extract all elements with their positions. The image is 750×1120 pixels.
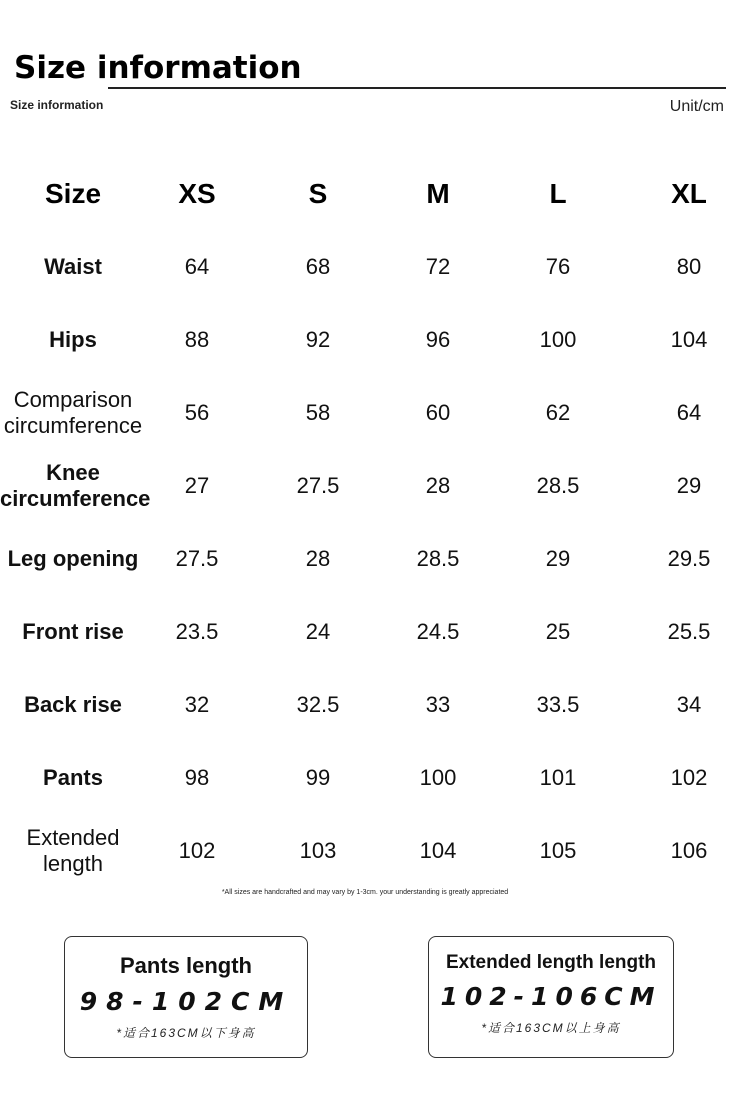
table-row-hips (0, 303, 750, 376)
table-cell: 92 (305, 326, 331, 352)
row-label: Back rise (24, 691, 122, 717)
row-label: Hips (49, 326, 97, 352)
table-cell: 68 (305, 253, 331, 279)
card-note: *适合163CM以下身高 (116, 1026, 256, 1040)
table-row-front-rise (0, 595, 750, 668)
table-cell: 28.5 (536, 472, 580, 498)
card-range: 98-102CM (79, 987, 293, 1016)
table-cell: 96 (425, 326, 451, 352)
table-cell: 29.5 (667, 545, 711, 571)
table-cell: 33.5 (536, 691, 580, 717)
table-cell: 106 (670, 837, 708, 863)
table-cell: 64 (676, 399, 702, 425)
table-row-comparison-circumference (0, 376, 750, 449)
table-cell: 102 (670, 764, 708, 790)
table-cell: 33 (425, 691, 451, 717)
table-cell: 27.5 (175, 545, 219, 571)
row-label: Waist (44, 253, 102, 279)
table-cell: 29 (545, 545, 571, 571)
row-label: Front rise (22, 618, 124, 644)
table-row-leg-opening (0, 522, 750, 595)
table-cell: 29 (676, 472, 702, 498)
unit-label: Unit/cm (669, 98, 724, 115)
card-note: *适合163CM以上身高 (481, 1021, 621, 1035)
table-cell: 62 (545, 399, 571, 425)
table-cell: 104 (670, 326, 708, 352)
table-cell: 101 (539, 764, 577, 790)
header-l: L (549, 177, 567, 209)
table-cell: 58 (305, 399, 331, 425)
table-cell: 98 (184, 764, 210, 790)
table-cell: 72 (425, 253, 451, 279)
table-row-waist (0, 230, 750, 303)
table-cell: 99 (305, 764, 331, 790)
row-label: Pants (43, 764, 103, 790)
table-cell: 34 (676, 691, 702, 717)
table-cell: 76 (545, 253, 571, 279)
handcrafted-note: *All sizes are handcrafted and may vary by 1-3cm. your understanding is greatly appreciated (221, 889, 509, 896)
table-cell: 103 (299, 837, 337, 863)
row-label: Leg opening (7, 545, 139, 571)
header-xs: XS (178, 177, 216, 209)
table-cell: 24.5 (416, 618, 460, 644)
table-cell: 28.5 (416, 545, 460, 571)
table-cell: 88 (184, 326, 210, 352)
row-label: Knee circumference (0, 459, 151, 511)
header-s: S (308, 177, 328, 209)
table-cell: 56 (184, 399, 210, 425)
table-row-knee-circumference (0, 449, 750, 522)
table-cell: 64 (184, 253, 210, 279)
header-m: M (426, 177, 450, 209)
table-cell: 100 (419, 764, 457, 790)
table-cell: 27.5 (296, 472, 340, 498)
table-row-extended-length (0, 814, 750, 887)
extended-length-card (428, 936, 674, 1058)
table-cell: 25.5 (667, 618, 711, 644)
table-cell: 60 (425, 399, 451, 425)
row-label: Comparison circumference (3, 386, 143, 438)
subtitle: Size information (10, 98, 104, 112)
table-cell: 32 (184, 691, 210, 717)
table-cell: 104 (419, 837, 457, 863)
page-title: Size information (14, 50, 302, 86)
table-cell: 80 (676, 253, 702, 279)
table-cell: 28 (425, 472, 451, 498)
table-cell: 24 (305, 618, 331, 644)
title-divider (108, 87, 726, 89)
row-label: Extended length (26, 824, 120, 876)
table-cell: 23.5 (175, 618, 219, 644)
table-cell: 32.5 (296, 691, 340, 717)
size-table (0, 157, 750, 887)
table-row-pants (0, 741, 750, 814)
table-cell: 105 (539, 837, 577, 863)
table-cell: 100 (539, 326, 577, 352)
header-size: Size (44, 177, 102, 209)
pants-length-card (64, 936, 308, 1058)
table-row-back-rise (0, 668, 750, 741)
table-header-row (0, 157, 750, 230)
card-title: Pants length (119, 953, 252, 978)
table-cell: 25 (545, 618, 571, 644)
table-cell: 27 (184, 472, 210, 498)
table-cell: 28 (305, 545, 331, 571)
card-range: 102-106CM (440, 982, 662, 1011)
table-cell: 102 (178, 837, 216, 863)
header-xl: XL (671, 177, 707, 209)
card-title: Extended length length (445, 952, 657, 973)
